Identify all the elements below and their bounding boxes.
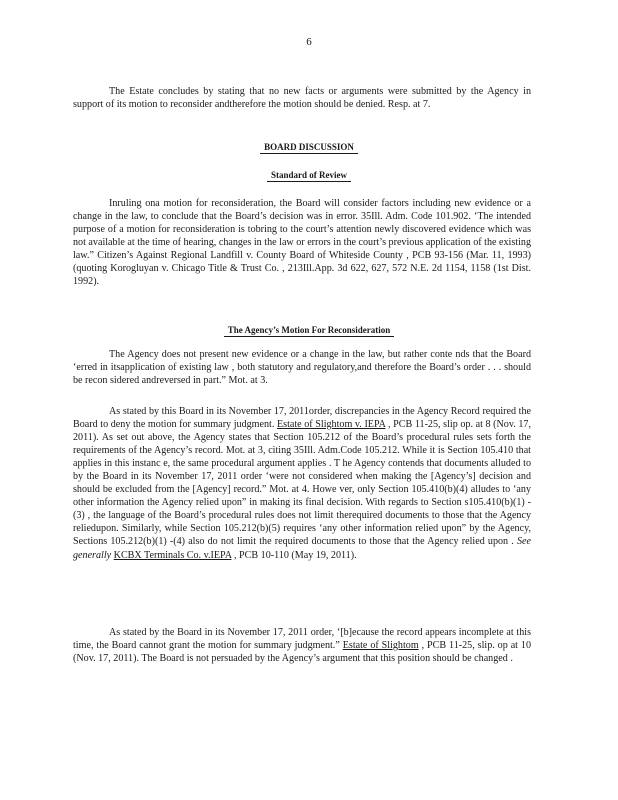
case-citation: Estate of Slightom [342, 640, 419, 652]
paragraph-text: Inruling ona motion for reconsideration, the Board will consider factors including new evidence or a change in the law, to conclude that the Board’s decision was in error. 35Ill. Adm. Code 101.902. ‘The intended purpose of a motion for reconsideration is tobring to the court’s attention newly discovered evidence which was not available at the time of hearing, changes in the law or errors in the court’s previous application of the existing law.” Citizen’s Against Regional Landfill v. County Board of Whiteside County , PCB 93-156 (Mar. 11, 1993) (quoting Korogluyan v. Chicago Title & Trust Co. , 213Ill.App. 3d 622, 627, 572 N.E. 2d 1154, 1158 (1st Dist. 1992). [73, 198, 531, 288]
heading-board-discussion [0, 142, 618, 152]
paragraph-standard-of-review [73, 197, 531, 288]
case-citation: Estate of Slightom v. IEPA [276, 419, 386, 431]
paragraph-board-conclusion [73, 626, 531, 665]
heading-text: The Agency’s Motion For Reconsideration [224, 325, 395, 337]
paragraph-record-discrepancies [73, 405, 531, 562]
paragraph-text [73, 405, 531, 562]
paragraph-agency-argument [73, 348, 531, 387]
page-number: 6 [306, 36, 312, 48]
text-run: , PCB 10-110 (May 19, 2011). [231, 549, 357, 561]
citation-signal: See generally [73, 536, 531, 561]
heading-text: BOARD DISCUSSION [260, 142, 358, 154]
paragraph-estate-conclusion [73, 85, 531, 111]
heading-agency-motion [0, 325, 618, 335]
text-run: As stated by this Board in its November 17, 2011order, discrepancies in the Agency Record required the Board to deny the motion for summary judgment. [73, 406, 531, 431]
text-run: , PCB 11-25, slip op. at 8 (Nov. 17, 2011). As set out above, the Agency states that Section 105.212 of the Board’s procedural rules sets forth the requirements of the Agency’s record. Mot. at 3, citing 35Ill. Adm.Code 105.212. While it is Section 105.410 that applies in this instanc e, the same procedural argument applies . T he Agency contends that documents alluded to by the Board in its November 17, 2011 order ‘were not considered when making the [Agency’s] decision and should be excluded from the [Agency] record.” Mot. at 4. Howe ver, only Section 105.410(b)(4) alludes to ‘any other information the Agency relied upon” in making its final decision. With regards to Section s105.410(b)(1) - (3) , the language of the Board’s procedural rules does not limit therequired documents to those that the Agency reliedupon. Similarly, while Section 105.212(b)(5) requires ‘any other information relied upon” by the Agency, Sections 105.212(b)(1) -(4) also do not limit the required documents to those that the Agency relied upon . [73, 419, 532, 548]
text-run: As stated by the Board in its November 17, 2011 order, ‘[b]ecause the record appears incomplete at this time, the Board cannot grant the motion for summary judgment.” [73, 627, 531, 652]
heading-standard-of-review [0, 170, 618, 180]
paragraph-text: The Estate concludes by stating that no new facts or arguments were submitted by the Agency in support of its motion to reconsider andtherefore the motion should be denied. Resp. at 7. [73, 86, 531, 111]
paragraph-text: The Agency does not present new evidence or a change in the law, but rather conte nds that the Board ‘erred in itsapplication of existing law , both statutory and regulatory,and therefore the Board’s order . . . should be recon sidered andreversed in part.” Mot. at 3. [73, 349, 531, 387]
paragraph-text [73, 626, 531, 665]
heading-text: Standard of Review [267, 170, 351, 182]
case-citation: KCBX Terminals Co. v.IEPA [113, 549, 232, 561]
text-run: , PCB 11-25, slip. op at 10 (Nov. 17, 2011). The Board is not persuaded by the Agency’s argument that this position should be changed . [73, 640, 532, 665]
